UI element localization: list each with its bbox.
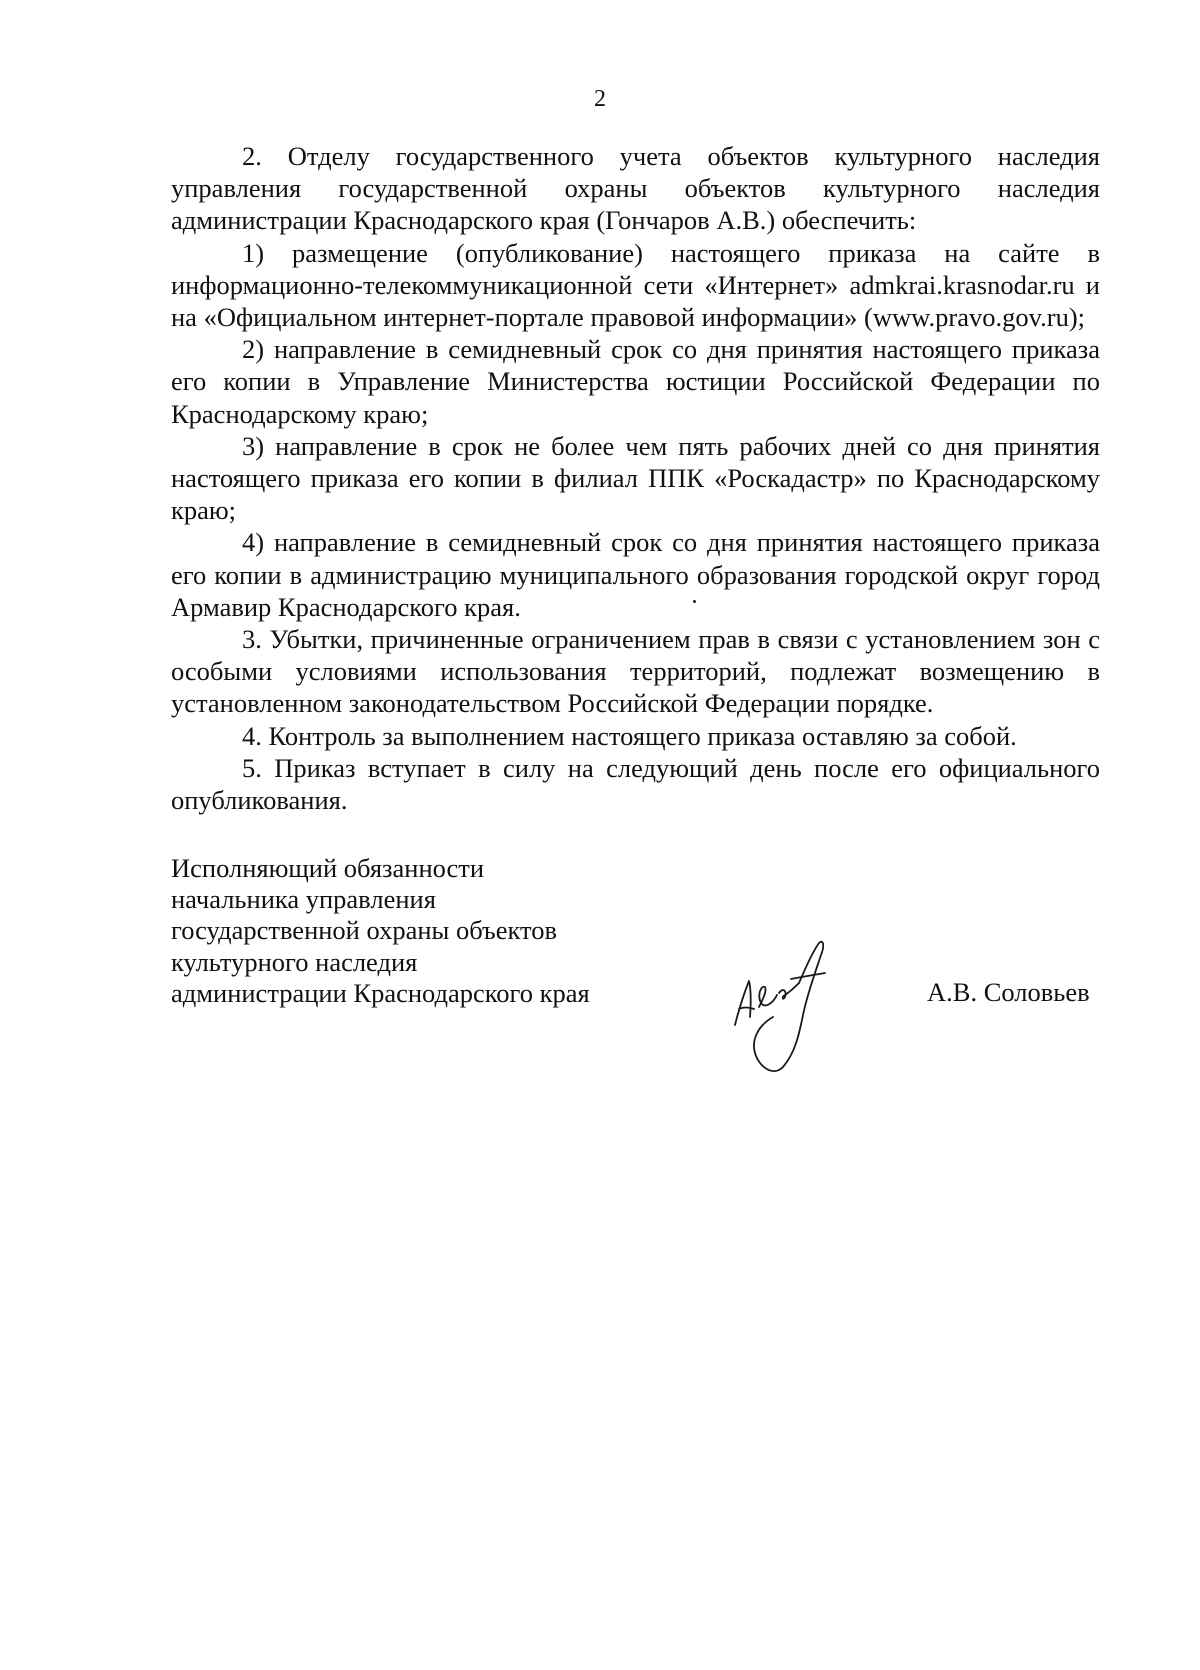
signatory-position-line: Исполняющий обязанности bbox=[171, 853, 485, 883]
paragraph-item-2: 2. Отделу государственного учета объектов культурного наследия управления государственной охраны объектов культурного наследия администрации Краснодарского края (Гончаров А.В.) обеспечить: bbox=[171, 141, 1100, 236]
subparagraph-4-armavir: 4) направление в семидневный срок со дня принятия настоящего приказа его копии в администрацию муниципального образования городской округ город Армавир Краснодарского края. bbox=[171, 527, 1100, 622]
signatory-position-line: начальника управления bbox=[171, 884, 436, 915]
signatory-position-line: государственной охраны объектов bbox=[171, 915, 558, 946]
paragraph-item-3-losses: 3. Убытки, причиненные ограничением прав в связи с установлением зон с особыми условиями использования территорий, подлежат возмещению в установленном законодательством Российской Федерации порядке. bbox=[171, 624, 1100, 719]
subparagraph-2-ministry-justice: 2) направление в семидневный срок со дня принятия настоящего приказа его копии в Управление Министерства юстиции Российской Федерации по Краснодарскому краю; bbox=[171, 334, 1100, 429]
handwritten-signature bbox=[721, 929, 841, 1077]
paragraph-item-4-control: 4. Контроль за выполнением настоящего приказа оставляю за собой. bbox=[242, 720, 1017, 751]
signature-block bbox=[171, 853, 1100, 1073]
subparagraph-3-roskadastr: 3) направление в срок не более чем пять рабочих дней со дня принятия настоящего приказа его копии в филиал ППК «Роскадастр» по Краснодарскому краю; bbox=[171, 430, 1100, 526]
signatory-position-line: культурного наследия bbox=[171, 946, 418, 977]
signatory-name: А.В. Соловьев bbox=[927, 977, 1090, 1007]
subparagraph-1-publication: 1) размещение (опубликование) настоящего приказа на сайте в информационно-телекоммуникационной сети «Интернет» admkrai.krasnodar.ru и на «Официальном интернет-портале правовой информации» (www.pravo.gov.ru); bbox=[171, 237, 1100, 333]
scan-speck bbox=[693, 600, 696, 603]
signatory-position-line: администрации Краснодарского края bbox=[171, 977, 590, 1008]
paragraph-item-5-effective: 5. Приказ вступает в силу на следующий день после его официального опубликования. bbox=[171, 752, 1100, 816]
page-number: 2 bbox=[594, 86, 606, 112]
document-body bbox=[171, 140, 1100, 816]
signatory-position bbox=[171, 853, 590, 1009]
